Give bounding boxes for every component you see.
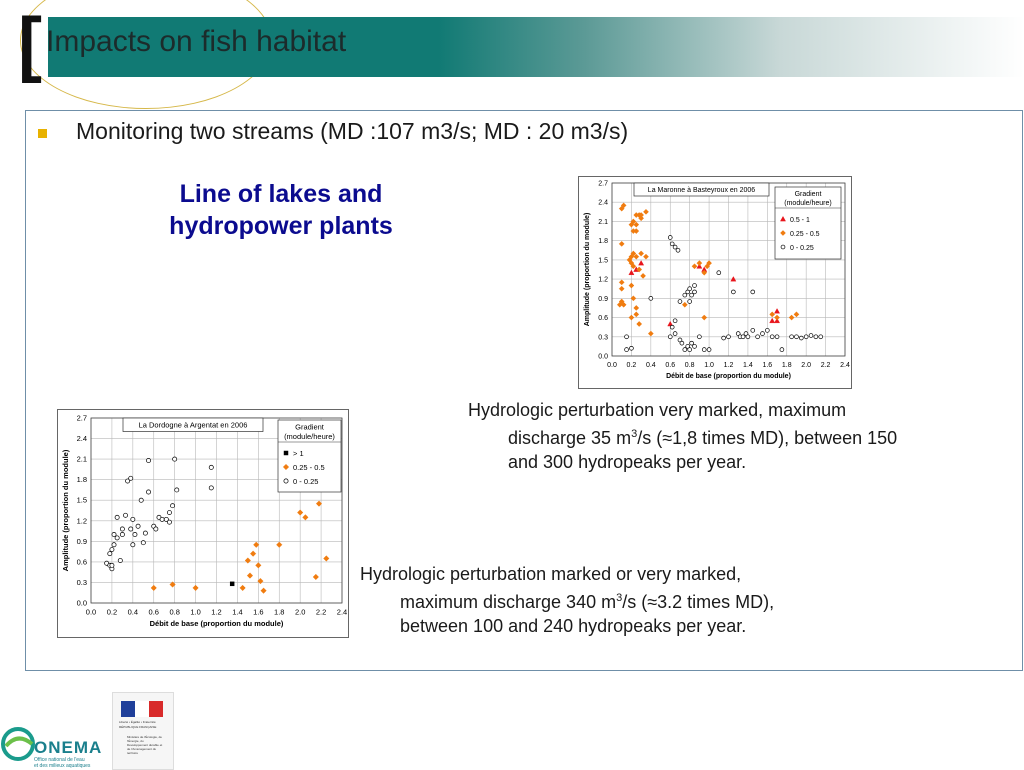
- data-point: [670, 242, 674, 246]
- x-tick-label: 1.6: [253, 607, 264, 617]
- legend-title: Gradient: [295, 422, 324, 432]
- data-point: [120, 527, 124, 531]
- y-tick-label: 1.2: [598, 276, 608, 284]
- data-point: [765, 328, 769, 332]
- y-tick-label: 2.7: [598, 180, 608, 188]
- y-tick-label: 1.8: [76, 475, 87, 485]
- data-point: [804, 335, 808, 339]
- data-point: [146, 458, 150, 462]
- data-point: [247, 573, 253, 579]
- data-point: [790, 335, 794, 339]
- bullet-square-icon: [38, 129, 47, 138]
- data-point: [690, 341, 694, 345]
- x-tick-label: 1.0: [190, 607, 201, 617]
- data-point: [313, 574, 319, 580]
- x-tick-label: 1.8: [781, 362, 792, 369]
- data-point: [115, 536, 119, 540]
- x-tick-label: 0.8: [169, 607, 180, 617]
- desc2-line2: [360, 586, 774, 614]
- onema-sub2: et des milieux aquatiques: [34, 763, 91, 769]
- data-point: [629, 346, 633, 350]
- data-point: [303, 515, 309, 521]
- data-point: [634, 305, 639, 310]
- y-tick-label: 1.5: [76, 495, 87, 505]
- gov-republic: RÉPUBLIQUE FRANÇAISE: [119, 725, 157, 729]
- data-point: [746, 335, 750, 339]
- y-tick-label: 0.9: [598, 295, 608, 303]
- data-point: [619, 241, 624, 246]
- x-tick-label: 1.2: [723, 362, 734, 369]
- ministry-logo: [112, 692, 174, 770]
- data-point: [780, 348, 784, 352]
- y-tick-label: 0.9: [76, 536, 87, 546]
- desc1-sup: 3: [631, 428, 638, 440]
- data-point: [160, 517, 164, 521]
- data-point: [131, 517, 135, 521]
- data-point: [682, 302, 687, 307]
- lakes-heading-line2: hydropower plants: [169, 212, 393, 240]
- y-tick-label: 0.6: [76, 557, 87, 567]
- chart-title: La Dordogne à Argentat en 2006: [138, 420, 248, 430]
- data-point: [639, 260, 644, 265]
- legend-subtitle: (module/heure): [284, 432, 335, 441]
- desc2-line1: Hydrologic perturbation marked or very marked,: [360, 564, 742, 584]
- data-point: [136, 524, 140, 528]
- x-tick-label: 2.0: [801, 362, 812, 369]
- data-point: [668, 335, 672, 339]
- y-tick-label: 0.0: [598, 353, 608, 361]
- data-point: [673, 245, 677, 249]
- data-point: [702, 348, 706, 352]
- legend-label: 0 - 0.25: [790, 245, 814, 252]
- y-tick-label: 2.1: [76, 454, 87, 464]
- data-point: [173, 457, 177, 461]
- data-point: [649, 296, 653, 300]
- x-tick-label: 0.4: [645, 362, 656, 369]
- data-point: [108, 552, 112, 556]
- x-tick-label: 2.0: [294, 607, 306, 617]
- data-point: [741, 335, 745, 339]
- data-point: [115, 515, 119, 519]
- desc2-line3: between 100 and 240 hydropeaks per year.: [400, 616, 747, 636]
- data-point: [676, 248, 680, 252]
- data-point: [756, 335, 760, 339]
- data-point: [625, 348, 629, 352]
- y-tick-label: 0.3: [76, 577, 87, 587]
- data-point: [819, 335, 823, 339]
- desc1-line2: [468, 422, 897, 450]
- data-point: [770, 318, 775, 323]
- data-point: [688, 348, 692, 352]
- data-point: [774, 315, 779, 320]
- data-point: [809, 334, 813, 338]
- gov-motto: Liberté • Égalité • Fraternité: [119, 720, 156, 724]
- title-bracket: [: [18, 4, 42, 84]
- data-point: [141, 541, 145, 545]
- x-tick-label: 1.0: [704, 362, 714, 369]
- data-point: [619, 280, 624, 285]
- lakes-heading: [128, 178, 434, 242]
- x-tick-label: 0.0: [85, 607, 97, 617]
- x-tick-label: 0.6: [665, 362, 676, 369]
- x-axis-label: Débit de base (proportion du module): [149, 619, 284, 628]
- data-point: [814, 335, 818, 339]
- desc2-line2-b: /s (≈3.2 times MD),: [622, 592, 775, 612]
- data-point: [731, 290, 735, 294]
- desc2-line2-a: maximum discharge 340 m: [400, 592, 617, 612]
- data-point: [129, 476, 133, 480]
- desc2-sup: 3: [616, 592, 623, 604]
- x-tick-label: 1.2: [211, 607, 222, 617]
- x-tick-label: 1.6: [762, 362, 773, 369]
- y-tick-label: 0.3: [598, 334, 608, 342]
- data-point: [133, 532, 137, 536]
- y-axis-label: Amplitude (proportion du module): [61, 449, 70, 572]
- data-point: [697, 260, 702, 265]
- data-point: [240, 585, 246, 591]
- data-point: [670, 325, 674, 329]
- x-tick-label: 2.2: [820, 362, 831, 369]
- data-point: [727, 335, 731, 339]
- data-point: [722, 336, 726, 340]
- maronne-chart-svg: [579, 177, 851, 388]
- data-point: [643, 254, 648, 259]
- data-point: [717, 271, 721, 275]
- data-point: [680, 341, 684, 345]
- data-point: [799, 336, 803, 340]
- legend-label: 0.5 - 1: [790, 217, 810, 224]
- legend-marker: [284, 451, 288, 455]
- data-point: [774, 309, 779, 314]
- data-point: [131, 543, 135, 547]
- y-tick-label: 0.0: [76, 598, 87, 608]
- data-point: [761, 332, 765, 336]
- data-point: [230, 582, 234, 586]
- data-point: [170, 504, 174, 508]
- data-point: [625, 335, 629, 339]
- y-tick-label: 2.4: [598, 199, 608, 207]
- data-point: [209, 486, 213, 490]
- desc1-line1: Hydrologic perturbation very marked, maximum: [468, 400, 847, 420]
- data-point: [673, 332, 677, 336]
- data-point: [690, 293, 694, 297]
- legend-marker: [284, 479, 288, 483]
- data-point: [693, 284, 697, 288]
- data-point: [692, 264, 697, 269]
- data-point: [775, 335, 779, 339]
- onema-subtitle: [34, 757, 90, 769]
- desc1-line2-b: /s (≈1,8 times MD), between 150: [637, 428, 898, 448]
- data-point: [697, 335, 701, 339]
- x-tick-label: 1.8: [274, 607, 285, 617]
- data-point: [648, 331, 653, 336]
- y-tick-label: 1.2: [76, 516, 87, 526]
- slide-title: Impacts on fish habitat: [46, 25, 347, 58]
- maronne-description: [468, 398, 897, 474]
- data-point: [151, 585, 157, 591]
- desc1-line3: and 300 hydropeaks per year.: [508, 452, 747, 472]
- data-point: [702, 315, 707, 320]
- data-point: [683, 348, 687, 352]
- data-point: [634, 312, 639, 317]
- ministry-name: Ministère de l'Écologie, de l'Énergie, du Développement durable et de l'Aménagement du territoire: [127, 735, 163, 755]
- data-point: [209, 465, 213, 469]
- y-tick-label: 1.8: [598, 238, 608, 246]
- data-point: [112, 532, 116, 536]
- data-point: [619, 286, 624, 291]
- y-tick-label: 2.7: [76, 413, 87, 423]
- x-tick-label: 1.4: [232, 607, 243, 617]
- data-point: [146, 490, 150, 494]
- data-point: [629, 270, 634, 275]
- data-point: [139, 498, 143, 502]
- data-point: [143, 531, 147, 535]
- legend-marker: [781, 245, 785, 249]
- data-point: [261, 588, 267, 594]
- data-point: [678, 300, 682, 304]
- data-point: [643, 209, 648, 214]
- data-point: [167, 520, 171, 524]
- x-tick-label: 0.4: [127, 607, 139, 617]
- data-point: [751, 290, 755, 294]
- data-point: [639, 251, 644, 256]
- data-point: [751, 328, 755, 332]
- data-point: [707, 348, 711, 352]
- x-axis-label: Débit de base (proportion du module): [666, 373, 791, 380]
- x-tick-label: 0.2: [106, 607, 118, 617]
- data-point: [110, 563, 114, 567]
- data-point: [634, 228, 639, 233]
- data-point: [693, 344, 697, 348]
- data-point: [245, 558, 251, 564]
- legend-label: > 1: [293, 449, 304, 458]
- data-point: [129, 527, 133, 531]
- data-point: [250, 551, 256, 557]
- legend-title: Gradient: [794, 191, 822, 198]
- data-point: [629, 283, 634, 288]
- lakes-heading-line1: Line of lakes and: [179, 180, 383, 208]
- desc1-line2-a: discharge 35 m: [508, 428, 632, 448]
- dordogne-chart: [57, 409, 349, 638]
- data-point: [673, 319, 677, 323]
- data-point: [629, 315, 634, 320]
- legend-subtitle: (module/heure): [784, 200, 832, 207]
- data-point: [256, 563, 262, 569]
- data-point: [297, 510, 303, 516]
- data-point: [770, 335, 774, 339]
- data-point: [118, 558, 122, 562]
- data-point: [668, 236, 672, 240]
- dordogne-chart-svg: [58, 410, 348, 637]
- data-point: [120, 532, 124, 536]
- onema-sub1: Office national de l'eau: [34, 757, 85, 763]
- data-point: [688, 300, 692, 304]
- data-point: [276, 542, 282, 548]
- x-tick-label: 0.8: [684, 362, 695, 369]
- legend-label: 0.25 - 0.5: [790, 231, 820, 238]
- data-point: [795, 335, 799, 339]
- data-point: [693, 290, 697, 294]
- data-point: [640, 273, 645, 278]
- data-point: [637, 321, 642, 326]
- data-point: [324, 556, 330, 562]
- x-tick-label: 2.4: [336, 607, 348, 617]
- onema-name: ONEMA: [34, 738, 103, 757]
- data-point: [175, 488, 179, 492]
- legend-label: 0 - 0.25: [293, 477, 319, 486]
- data-point: [110, 547, 114, 551]
- y-tick-label: 2.4: [76, 434, 87, 444]
- french-flag-icon: [121, 701, 163, 717]
- legend-label: 0.25 - 0.5: [293, 463, 325, 472]
- data-point: [770, 312, 775, 317]
- y-tick-label: 2.1: [598, 218, 608, 226]
- y-tick-label: 1.5: [598, 257, 608, 265]
- data-point: [167, 510, 171, 514]
- data-point: [112, 543, 116, 547]
- data-point: [789, 315, 794, 320]
- x-tick-label: 0.6: [148, 607, 159, 617]
- chart-title: La Maronne à Basteyroux en 2006: [647, 187, 756, 194]
- x-tick-label: 2.4: [840, 362, 850, 369]
- data-point: [123, 513, 127, 517]
- y-tick-label: 0.6: [598, 315, 608, 323]
- maronne-chart: [578, 176, 852, 389]
- x-tick-label: 0.2: [626, 362, 637, 369]
- y-axis-label: Amplitude (proportion du module): [584, 212, 591, 327]
- data-point: [688, 287, 692, 291]
- onema-logo: [0, 722, 110, 768]
- data-point: [154, 527, 158, 531]
- x-tick-label: 2.2: [315, 607, 327, 617]
- data-point: [794, 312, 799, 317]
- dordogne-description: [360, 562, 774, 638]
- data-point: [683, 293, 687, 297]
- x-tick-label: 0.0: [607, 362, 617, 369]
- data-point: [193, 585, 199, 591]
- x-tick-label: 1.4: [743, 362, 753, 369]
- bullet-text: Monitoring two streams (MD :107 m3/s; MD : 20 m3/s): [76, 118, 629, 144]
